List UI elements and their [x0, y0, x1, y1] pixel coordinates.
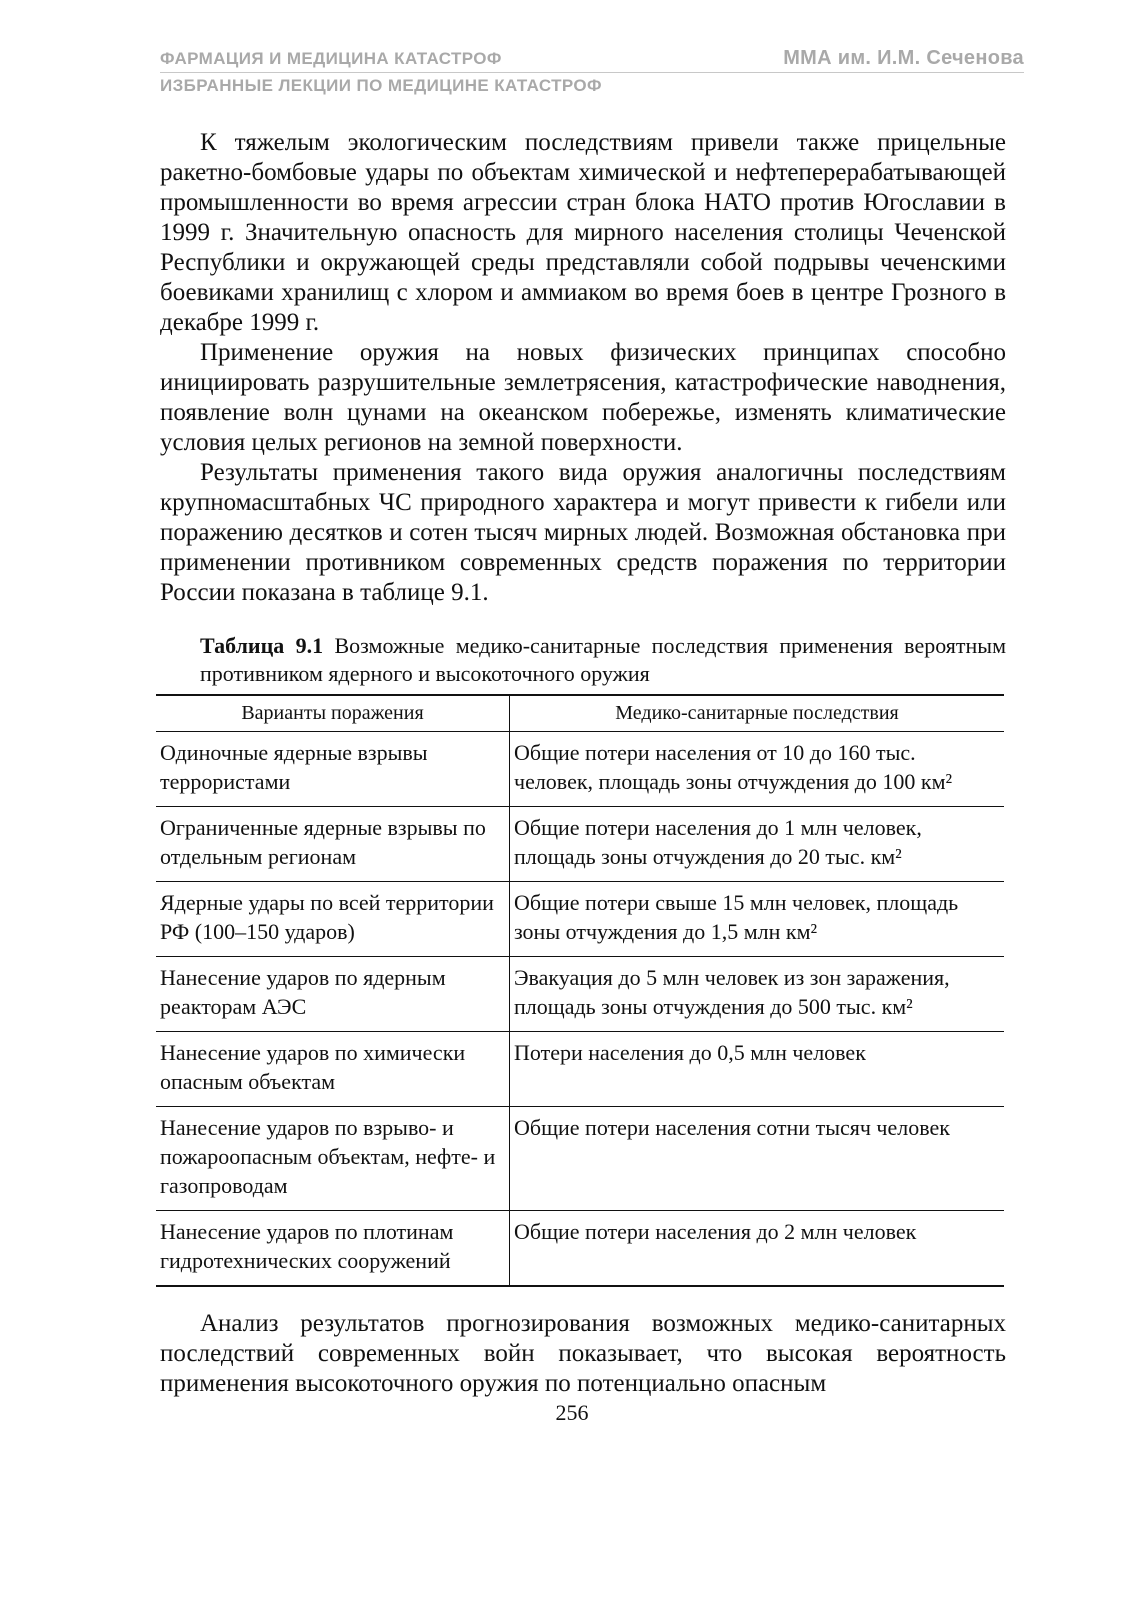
table-row: [156, 1211, 1004, 1287]
institution-name: ММА им. И.М. Сеченова: [783, 47, 1024, 69]
running-header: [160, 47, 1024, 96]
variant-cell: Нанесение ударов по плотинам гидротехнических сооружений: [156, 1211, 510, 1287]
table-caption: [200, 632, 1006, 688]
table-label: Таблица 9.1: [200, 633, 324, 658]
table-header-row: [156, 695, 1004, 732]
consequences-table: [156, 694, 1004, 1287]
book-title: ФАРМАЦИЯ И МЕДИЦИНА КАТАСТРОФ: [160, 49, 502, 68]
variant-cell: Ядерные удары по всей территории РФ (100–150 ударов): [156, 882, 510, 957]
table-caption-text: Возможные медико-санитарные последствия применения вероятным противником ядерного и высокоточного оружия: [200, 633, 1006, 686]
paragraph-2: Применение оружия на новых физических принципах способно инициировать разрушительные землетрясения, катастрофические наводнения, появление волн цунами на океанском побережье, изменять климатические условия целых регионов на земной поверхности.: [160, 339, 1006, 456]
consequence-cell: Общие потери населения сотни тысяч человек: [510, 1107, 1005, 1211]
table-row: [156, 1032, 1004, 1107]
consequence-cell: Общие потери населения до 2 млн человек: [510, 1211, 1005, 1287]
page-content: [160, 128, 1006, 1399]
variant-cell: Ограниченные ядерные взрывы по отдельным регионам: [156, 807, 510, 882]
consequence-cell: Эвакуация до 5 млн человек из зон заражения, площадь зоны отчуждения до 500 тыс. км²: [510, 957, 1005, 1032]
table-row: [156, 807, 1004, 882]
column-header-consequence: Медико-санитарные последствия: [510, 695, 1005, 732]
paragraph-1: К тяжелым экологическим последствиям привели также прицельные ракетно-бомбовые удары по объектам химической и нефтеперерабатывающей промышленности во время агрессии стран блока НАТО против Югославии в 1999 г. Значительную опасность для мирного населения столицы Чеченской Республики и окружающей среды представляли собой подрывы чеченскими боевиками хранилищ с хлором и аммиаком во время боев в центре Грозного в декабре 1999 г.: [160, 129, 1006, 336]
consequence-cell: Общие потери населения от 10 до 160 тыс. человек, площадь зоны отчуждения до 100 км²: [510, 732, 1005, 807]
table-row: [156, 882, 1004, 957]
book-subtitle: ИЗБРАННЫЕ ЛЕКЦИИ ПО МЕДИЦИНЕ КАТАСТРОФ: [160, 76, 602, 95]
consequence-cell: Общие потери свыше 15 млн человек, площадь зоны отчуждения до 1,5 млн км²: [510, 882, 1005, 957]
variant-cell: Одиночные ядерные взрывы террористами: [156, 732, 510, 807]
column-header-variant: Варианты поражения: [156, 695, 510, 732]
variant-cell: Нанесение ударов по ядерным реакторам АЭС: [156, 957, 510, 1032]
table-row: [156, 1107, 1004, 1211]
paragraph-after-table: Анализ результатов прогнозирования возможных медико-санитарных последствий современных войн показывает, что высокая вероятность применения высокоточного оружия по потенциально опасным: [160, 1310, 1006, 1397]
variant-cell: Нанесение ударов по взрыво- и пожароопасным объектам, нефте- и газопроводам: [156, 1107, 510, 1211]
consequence-cell: Потери населения до 0,5 млн человек: [510, 1032, 1005, 1107]
table-row: [156, 957, 1004, 1032]
table-row: [156, 732, 1004, 807]
consequence-cell: Общие потери населения до 1 млн человек, площадь зоны отчуждения до 20 тыс. км²: [510, 807, 1005, 882]
variant-cell: Нанесение ударов по химически опасным объектам: [156, 1032, 510, 1107]
page-number: 256: [555, 1400, 589, 1425]
paragraph-3: Результаты применения такого вида оружия аналогичны последствиям крупномасштабных ЧС природного характера и могут привести к гибели или поражению десятков и сотен тысяч мирных людей. Возможная обстановка при применении противником современных средств поражения по территории России показана в таблице 9.1.: [160, 459, 1006, 606]
